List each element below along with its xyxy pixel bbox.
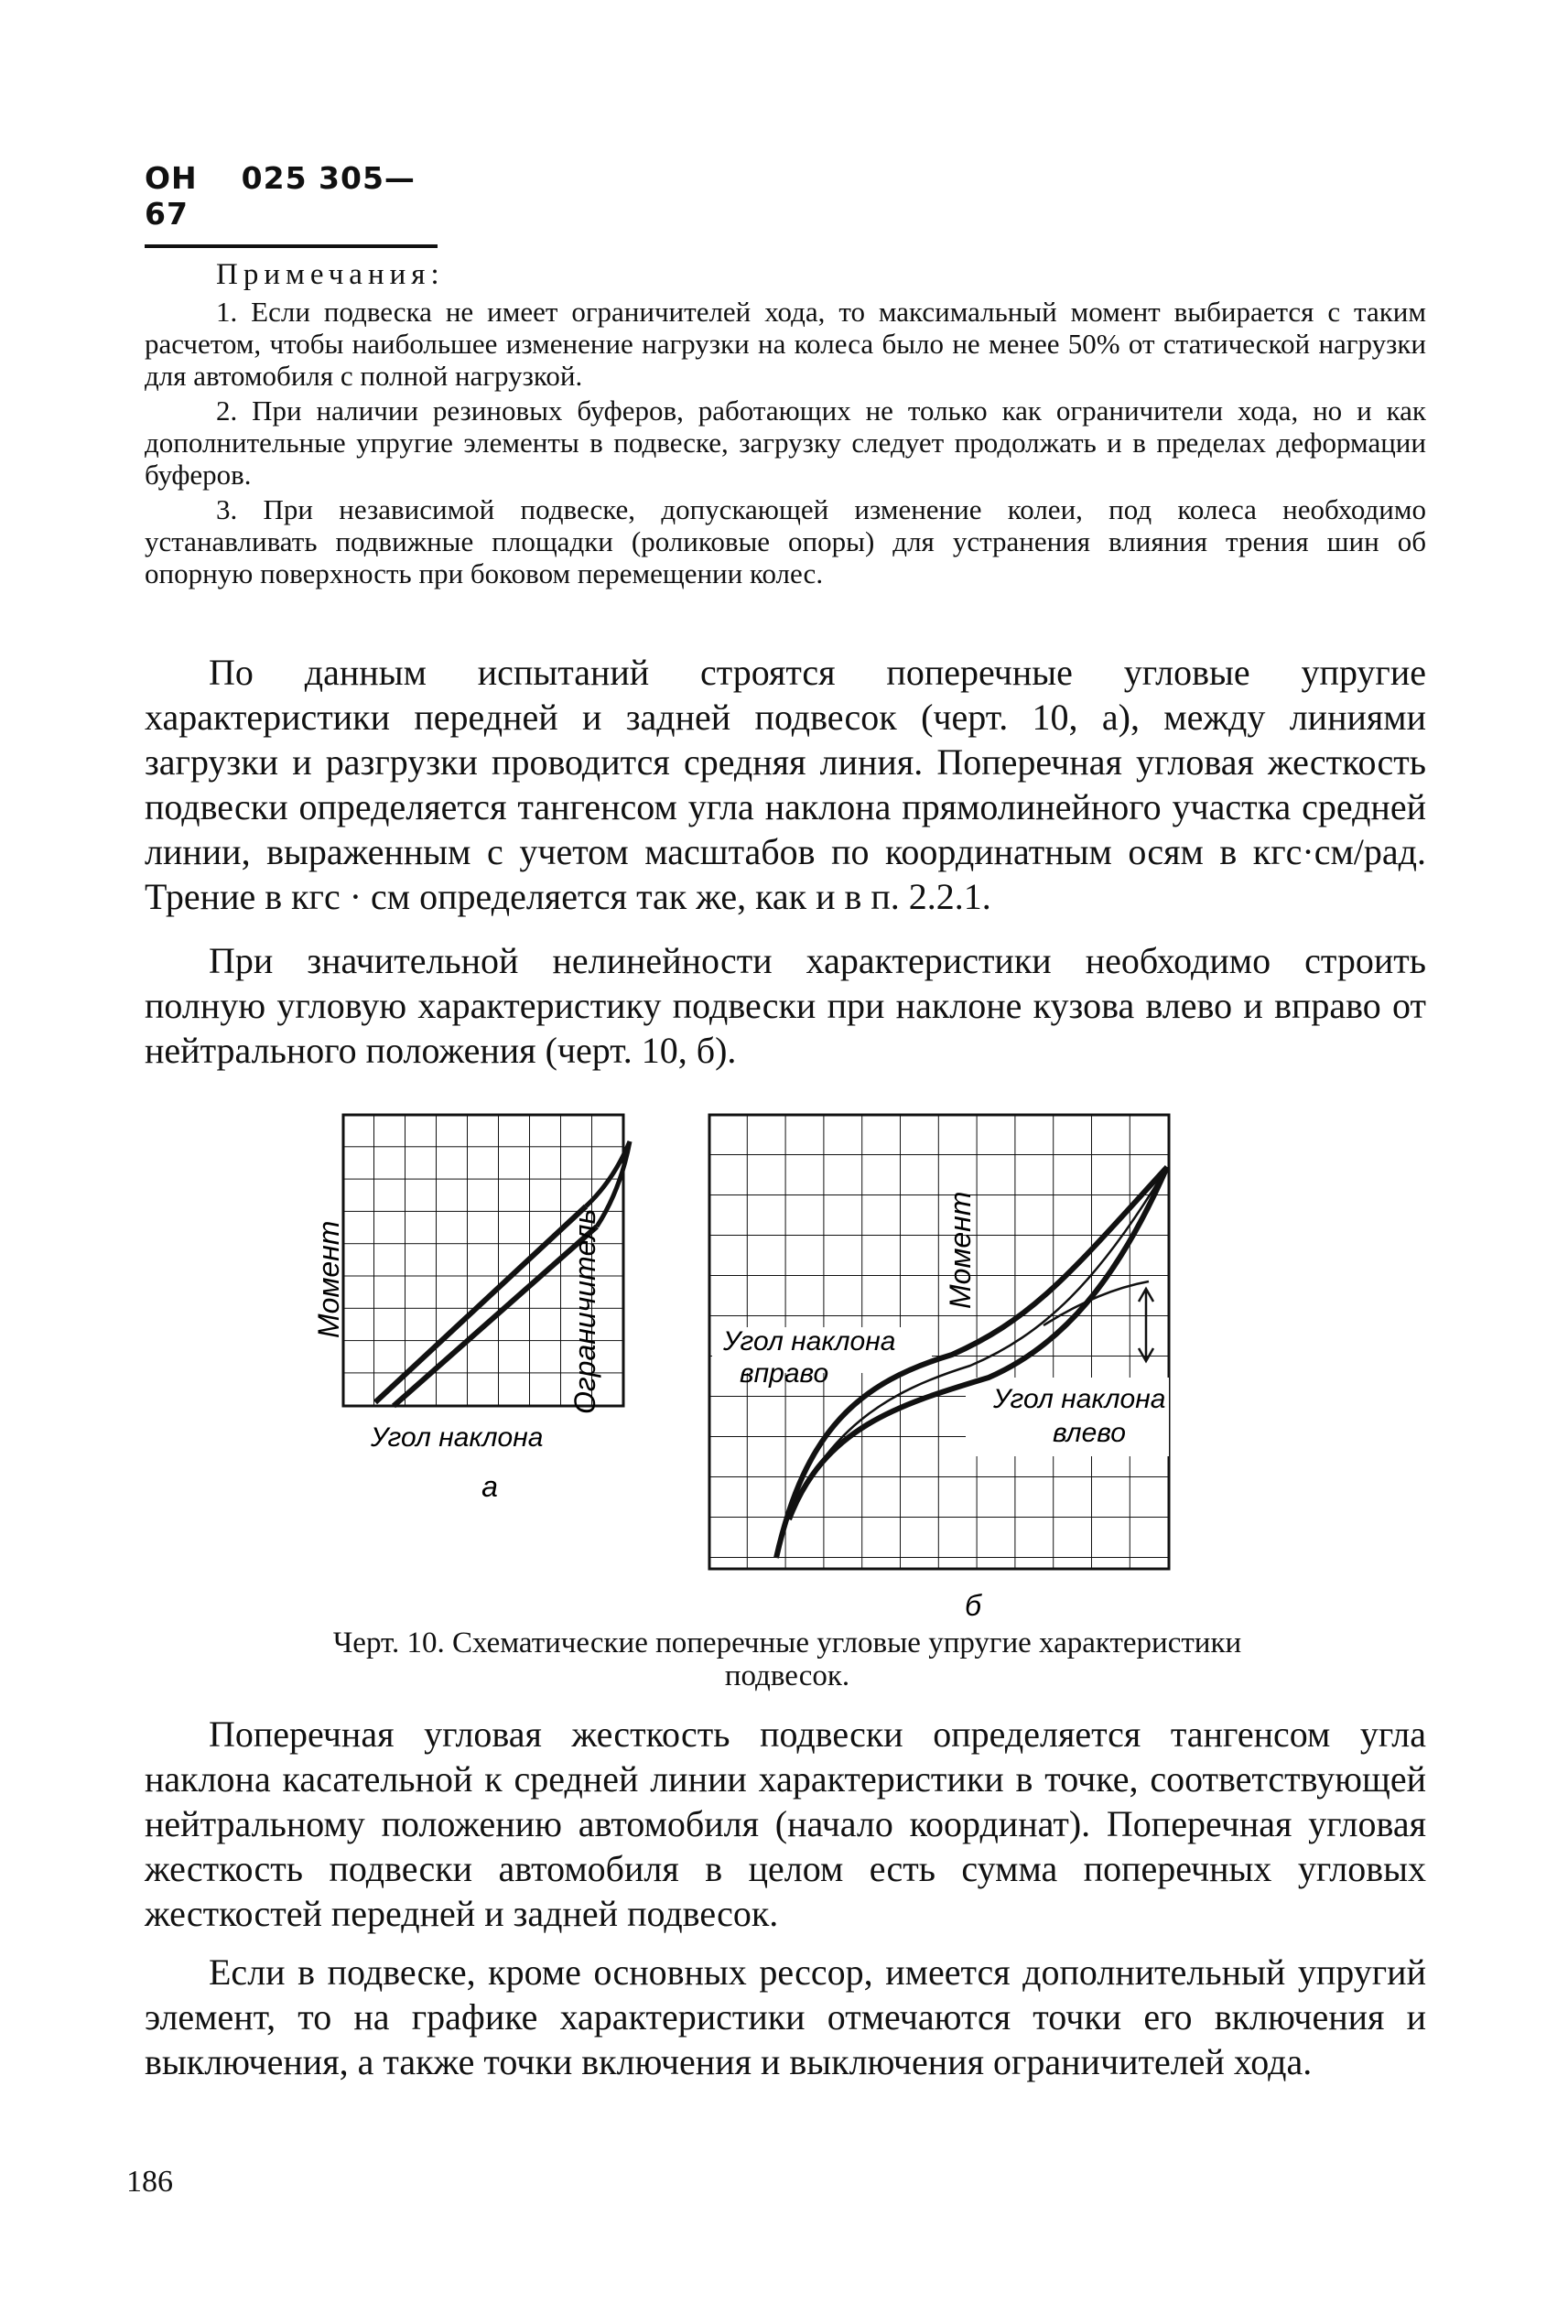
chart-b-right-label-2: вправо	[740, 1358, 829, 1389]
header-prefix: ОН	[145, 160, 198, 196]
body-paragraph: Если в подвеске, кроме основных рессор, имеется дополнительный упругий элемент, то на графике характеристики отмечаются точки его включения и выключения, а также точки включения и выключения ограничителей хода.	[145, 1951, 1426, 2082]
chart-a-limiter-label: Ограничитель	[568, 1208, 601, 1414]
chart-b-left-label-2: влево	[1053, 1418, 1126, 1448]
note-item: 3. При независимой подвеске, допускающей изменение колеи, под колеса необходимо устанавливать подвижные площадки (роликовые опоры) для устранения влияния трения шин об опорную поверхность при боковом перемещении колес.	[145, 493, 1426, 589]
chart-a-x-label: Угол наклона	[371, 1422, 544, 1453]
notes-title: Примечания:	[216, 258, 445, 291]
note-item: 2. При наличии резиновых буферов, работающих не только как ограничители хода, но и как дополнительные упругие элементы в подвеске, загрузку следует продолжать и в пределах деформации буферов.	[145, 395, 1426, 491]
chart-b-right-label-1: Угол наклона	[723, 1326, 896, 1357]
chart-b-left-label-1: Угол наклона	[993, 1384, 1166, 1414]
body-paragraph: По данным испытаний строятся поперечные угловые упругие характеристики передней и задней подвесок (черт. 10, а), между линиями загрузки и разгрузки проводится средняя линия. Поперечная угловая жесткость подвески определяется тангенсом угла наклона прямолинейного участка средней линии, выраженным с учетом масштабов по координатным осям в кгс·см/рад. Трение в кгс · см определяется так же, как и в п. 2.2.1.	[145, 652, 1426, 917]
page-number: 186	[126, 2165, 173, 2199]
chart-b	[709, 1115, 1169, 1622]
chart-a-letter: а	[481, 1470, 498, 1503]
body-paragraph: Поперечная угловая жесткость подвески определяется тангенсом угла наклона касательной к средней линии характеристики в точке, соответствующей нейтральному положению автомобиля (начало координат). Поперечная угловая жесткость подвески автомобиля в целом есть сумма поперечных угловых жесткостей передней и задней подвесок.	[145, 1713, 1426, 1934]
chart-a	[312, 1115, 630, 1503]
figure-caption: Черт. 10. Схематические поперечные угловые упругие характеристики подвесок.	[332, 1627, 1242, 1692]
body-paragraph: При значительной нелинейности характеристики необходимо строить полную угловую характеристику подвески при наклоне кузова влево и вправо от нейтрального положения (черт. 10, б).	[145, 940, 1426, 1071]
header-code: 025 305—67	[145, 160, 416, 232]
chart-a-y-label: Момент	[312, 1220, 345, 1338]
chart-b-letter: б	[965, 1589, 981, 1622]
note-item: 1. Если подвеска не имеет ограничителей хода, то максимальный момент выбирается с таким расчетом, чтобы наибольшее изменение нагрузки на колеса было не менее 50% от статической нагрузки для автомобиля с полной нагрузкой.	[145, 296, 1426, 392]
chart-b-y-label: Момент	[944, 1191, 977, 1309]
